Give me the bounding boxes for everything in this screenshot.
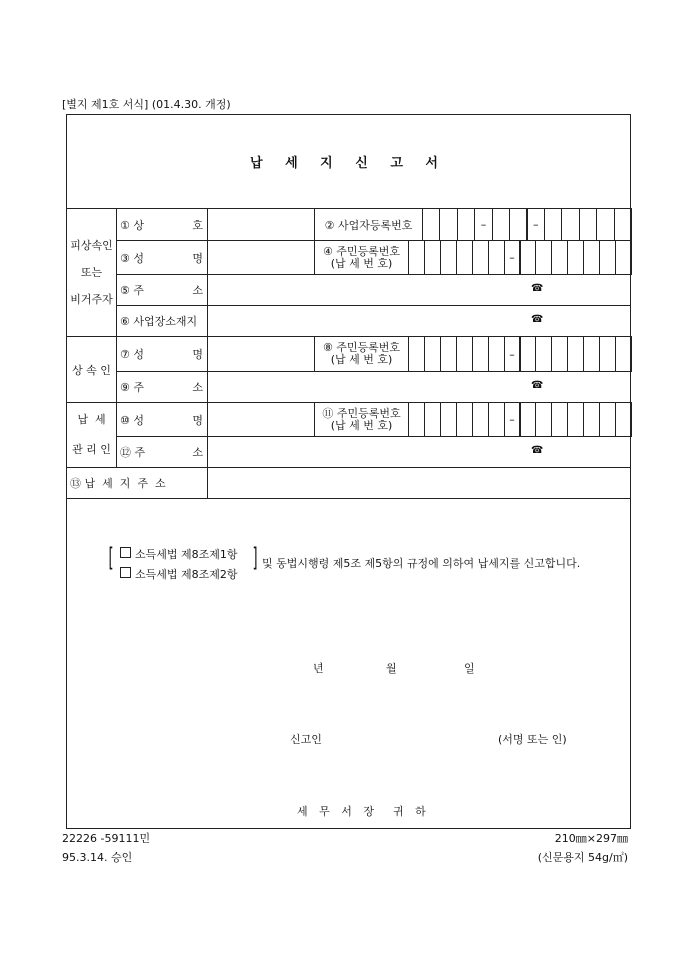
paper-size: 210㎜×297㎜ (554, 832, 628, 845)
digit-cell[interactable] (472, 402, 489, 437)
digit-cell[interactable] (583, 402, 600, 437)
group-label: 관 리 인 (72, 443, 111, 456)
digit-cell[interactable] (535, 240, 552, 275)
option-article8-1[interactable]: 소득세법 제8조제1항 (120, 545, 238, 565)
label-manager-resident-no: ⑪ 주민등록번호 (납 세 번 호) (314, 402, 409, 437)
digit-cell[interactable] (422, 208, 440, 241)
manager-name-input[interactable] (207, 402, 315, 437)
label-business-reg-no: ② 사업자등록번호 (314, 208, 423, 241)
digit-cell[interactable] (440, 402, 457, 437)
digit-cell[interactable] (520, 240, 537, 275)
digit-cell[interactable] (535, 402, 552, 437)
phone-icon: ☎ (531, 380, 544, 391)
digit-cell[interactable] (440, 336, 457, 372)
group-label: 피상속인 (70, 239, 113, 252)
digit-cell[interactable] (615, 240, 632, 275)
digit-cell[interactable] (583, 240, 600, 275)
group-label: 또는 (80, 266, 103, 279)
digit-cell[interactable] (520, 402, 537, 437)
label-resident-no: ④ 주민등록번호 (납 세 번 호) (314, 240, 409, 275)
digit-cell[interactable] (567, 240, 584, 275)
option-article8-2[interactable]: 소득세법 제8조제2항 (120, 565, 238, 585)
digit-cell[interactable] (535, 336, 552, 372)
digit-cell[interactable] (440, 240, 457, 275)
digit-cell[interactable] (424, 336, 441, 372)
form-title: 납 세 지 신 고 서 (250, 156, 447, 171)
group-tax-manager (66, 402, 117, 468)
digit-cell[interactable] (551, 240, 568, 275)
group-label: 비거주자 (70, 293, 113, 306)
digit-cell[interactable] (492, 208, 510, 241)
label-heir-address: ⑨ 주 소 (116, 371, 208, 403)
digit-cell[interactable] (456, 240, 473, 275)
date-day-label: 일 (464, 662, 475, 675)
heir-address-input[interactable] (207, 371, 631, 403)
label-address: ⑤ 주 소 (116, 274, 208, 306)
digit-cell[interactable] (583, 336, 600, 372)
digit-cell[interactable] (614, 208, 632, 241)
name-input[interactable] (207, 240, 315, 275)
digit-cell[interactable] (599, 240, 616, 275)
digit-cell[interactable] (456, 336, 473, 372)
digit-cell[interactable] (567, 336, 584, 372)
title-area (66, 114, 631, 209)
digit-cell[interactable] (567, 402, 584, 437)
label-manager-name: ⑩ 성 명 (116, 402, 208, 437)
digit-cell[interactable] (472, 240, 489, 275)
bracket-left: [ (108, 543, 114, 573)
digit-cell[interactable] (561, 208, 579, 241)
manager-address-input[interactable] (207, 436, 631, 468)
label-trade-name: ① 상 호 (116, 208, 208, 241)
group-decedent (66, 208, 117, 337)
label-heir-name: ⑦ 성 명 (116, 336, 208, 372)
addressee: 세 무 서 장 귀 하 (297, 805, 430, 818)
phone-icon: ☎ (531, 314, 544, 325)
bracket-right: ] (252, 543, 258, 573)
phone-icon: ☎ (531, 283, 544, 294)
approval-date: 95.3.14. 승인 (62, 851, 133, 864)
digit-cell[interactable] (579, 208, 597, 241)
group-label: 상 속 인 (72, 363, 111, 377)
heir-name-input[interactable] (207, 336, 315, 372)
digit-cell[interactable] (551, 336, 568, 372)
phone-icon: ☎ (531, 445, 544, 456)
digit-cell[interactable] (472, 336, 489, 372)
checkbox[interactable] (120, 547, 131, 558)
digit-cell[interactable] (488, 336, 505, 372)
group-heir (66, 336, 117, 403)
digit-cell[interactable] (408, 336, 425, 372)
digit-cell[interactable] (488, 402, 505, 437)
digit-cell[interactable] (596, 208, 614, 241)
trade-name-input[interactable] (207, 208, 315, 241)
signature-label: (서명 또는 인) (498, 733, 567, 746)
dash-cell: – (504, 240, 521, 275)
label-manager-address: ⑫ 주 소 (116, 436, 208, 468)
digit-cell[interactable] (424, 402, 441, 437)
label-tax-location-address: ⑬ 납 세 지 주 소 (66, 467, 208, 499)
form-header: [별지 제1호 서식] (01.4.30. 개정) (62, 98, 231, 111)
address-input[interactable] (207, 274, 631, 306)
digit-cell[interactable] (408, 402, 425, 437)
digit-cell[interactable] (544, 208, 562, 241)
paper-type: (신문용지 54g/㎡) (537, 851, 628, 864)
dash-cell: – (474, 208, 492, 241)
label-business-location: ⑥ 사업장소재지 (116, 305, 208, 337)
form-code: 22226 -59111민 (62, 832, 151, 845)
digit-cell[interactable] (408, 240, 425, 275)
business-location-input[interactable] (207, 305, 631, 337)
label-heir-resident-no: ⑧ 주민등록번호 (납 세 번 호) (314, 336, 409, 372)
reporter-label: 신고인 (290, 733, 322, 746)
digit-cell[interactable] (439, 208, 457, 241)
digit-cell[interactable] (456, 402, 473, 437)
digit-cell[interactable] (551, 402, 568, 437)
date-month-label: 월 (386, 662, 397, 675)
law-options (120, 545, 238, 585)
digit-cell[interactable] (509, 208, 527, 241)
tax-location-address-input[interactable] (207, 467, 631, 499)
group-label: 납 세 (77, 413, 106, 426)
digit-cell[interactable] (599, 336, 616, 372)
declaration-text: 및 동법시행령 제5조 제5항의 규정에 의하여 납세지를 신고합니다. (262, 557, 581, 570)
dash-cell: – (504, 336, 521, 372)
digit-cell[interactable] (599, 402, 616, 437)
digit-cell[interactable] (457, 208, 475, 241)
digit-cell[interactable] (424, 240, 441, 275)
digit-cell[interactable] (615, 402, 632, 437)
dash-cell: – (527, 208, 545, 241)
digit-cell[interactable] (520, 336, 537, 372)
checkbox[interactable] (120, 567, 131, 578)
date-year-label: 년 (313, 662, 324, 675)
dash-cell: – (504, 402, 521, 437)
label-name: ③ 성 명 (116, 240, 208, 275)
digit-cell[interactable] (615, 336, 632, 372)
digit-cell[interactable] (488, 240, 505, 275)
